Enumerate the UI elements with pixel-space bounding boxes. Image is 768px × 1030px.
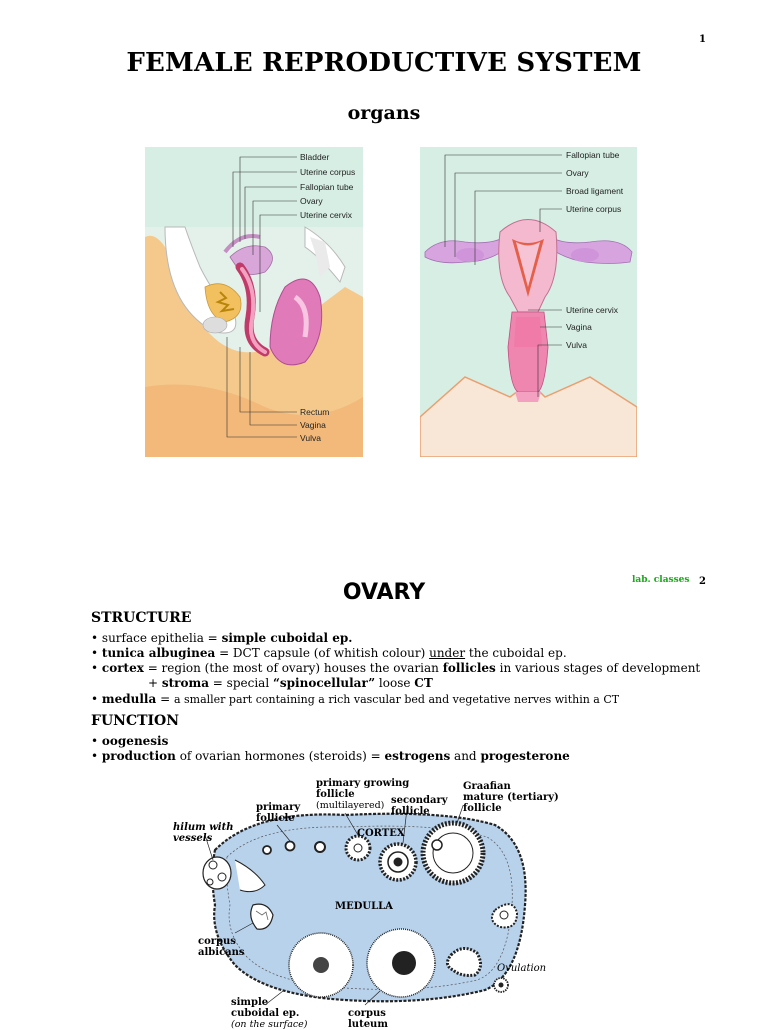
frontal-view-figure (420, 147, 637, 457)
fig-label-uterine-corpus: Uterine corpus (300, 167, 356, 177)
structure-line-stroma: + stroma = special “spinocellular” loose CT (148, 676, 433, 690)
page-title: FEMALE REPRODUCTIVE SYSTEM (126, 48, 642, 78)
sagittal-section-illustration (145, 147, 363, 457)
section-title-ovary: OVARY (342, 580, 426, 605)
function-line-oogenesis: • oogenesis (91, 734, 169, 748)
label-corpus-albicans: corpus albicans (198, 936, 245, 958)
primary-follicle-a (263, 846, 271, 854)
fig-label-vagina-right: Vagina (566, 322, 592, 332)
label-corpus-luteum: corpus luteum (348, 1008, 388, 1030)
fig-label-fallopian-tube-right: Fallopian tube (566, 150, 620, 160)
label-simple-cuboidal-ep: simple cuboidal ep. (on the surface) (231, 997, 308, 1030)
cortex-label: CORTEX (357, 828, 405, 839)
ovary-diagram (195, 805, 540, 1024)
lab-classes-note: lab. classes (632, 575, 690, 585)
fig-label-ovary: Ovary (300, 196, 323, 206)
page-number-2: 2 (699, 576, 706, 587)
medulla-label: MEDULLA (335, 901, 393, 912)
page-subtitle: organs (347, 102, 421, 124)
fig-label-vulva-right: Vulva (566, 340, 587, 350)
fig-label-fallopian-tube: Fallopian tube (300, 182, 354, 192)
structure-heading: STRUCTURE (91, 610, 192, 626)
fig-label-bladder: Bladder (300, 152, 330, 162)
label-secondary-follicle: secondary follicle (391, 795, 448, 817)
fig-label-broad-ligament: Broad ligament (566, 186, 624, 196)
structure-line-cortex: • cortex = region (the most of ovary) houses the ovarian follicles in various stages of development (91, 661, 701, 675)
fig-label-vulva: Vulva (300, 433, 321, 443)
label-primary-growing-follicle: primary growing follicle (multilayered) (316, 778, 410, 811)
fig-label-vagina: Vagina (300, 420, 326, 430)
fig-label-ovary-right: Ovary (566, 168, 589, 178)
function-line-production: • production of ovarian hormones (steroids) = estrogens and progesterone (91, 749, 570, 763)
page-number: 1 (699, 34, 706, 45)
fig-label-rectum: Rectum (300, 407, 330, 417)
label-hilum-with-vessels: hilum with vessels (173, 822, 234, 844)
fig-label-uterine-cervix-right: Uterine cervix (566, 305, 618, 315)
label-ovulation: Ovulation (497, 963, 547, 974)
function-heading: FUNCTION (91, 713, 180, 729)
primary-follicle-b (286, 842, 295, 851)
sagittal-section-figure (145, 147, 363, 457)
fig-label-uterine-corpus-right: Uterine corpus (566, 204, 622, 214)
frontal-view-illustration (420, 147, 637, 457)
label-graafian-follicle: Graafian mature (tertiary) follicle (463, 781, 559, 814)
structure-line-surface-epithelia: • surface epithelia = simple cuboidal ep. (91, 631, 353, 645)
primary-follicle-c (315, 842, 325, 852)
label-primary-follicle: primary follicle (256, 802, 301, 824)
fig-label-uterine-cervix: Uterine cervix (300, 210, 352, 220)
structure-line-tunica-albuginea: • tunica albuginea = DCT capsule (of whitish colour) under the cuboidal ep. (91, 646, 567, 660)
structure-line-medulla: • medulla = a smaller part containing a rich vascular bed and vegetative nerves within a CT (91, 692, 620, 706)
